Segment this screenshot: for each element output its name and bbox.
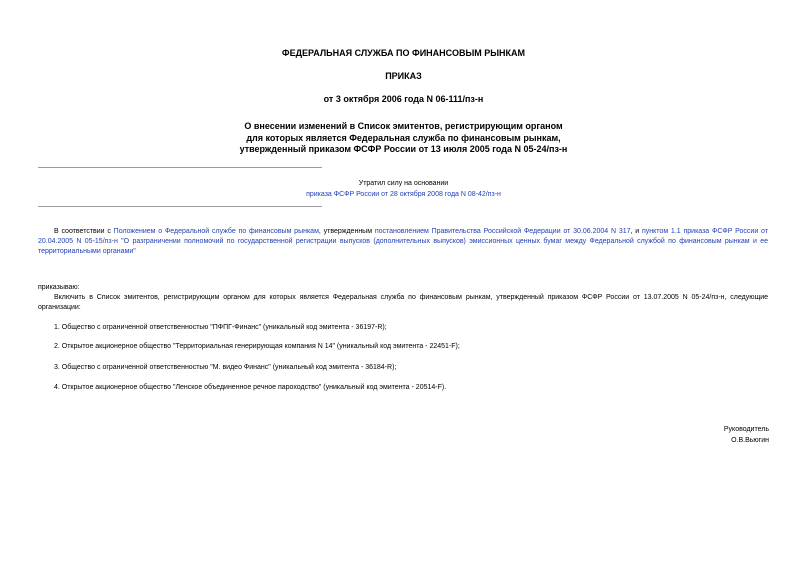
include-paragraph: Включить в Список эмитентов, регистрирующим органом для которых является Федеральная служба по финансовым рынкам, утвержденный приказом ФСФР России от 13.07.2005 N 05-24/пз-н, следующие организации: (38, 294, 768, 311)
fsfr-order-link[interactable]: пунктом 1.1 приказа ФСФР России от 20.04.2005 N 05-15/пз-н "О разграничении полномочий по государственной регистрации выпусков (дополнительных выпусков) эмиссионных ценных бумаг между Федеральной службой по финансовым рынкам и ее территориальными органами" (38, 228, 768, 255)
lost-force-line (0, 191, 807, 198)
lost-force-note: Утратил силу на основании (358, 180, 449, 187)
order-subject (0, 121, 807, 156)
government-decree-link[interactable]: постановлением Правительства Российской Федерации от 30.06.2004 N 317 (374, 228, 631, 235)
document-type: ПРИКАЗ (385, 71, 422, 81)
intro-text: , утвержденным (318, 228, 375, 235)
signatory-title: Руководитель (723, 426, 769, 433)
order-subject-line: утвержденный приказом ФСФР России от 13 июля 2005 года N 05-24/пз-н (239, 144, 568, 154)
regulation-link[interactable]: Положением о Федеральной службе по финансовым рынкам (113, 228, 319, 235)
order-subject-line: О внесении изменений в Список эмитентов, регистрирующим органом (244, 121, 563, 131)
order-subject-line: для которых является Федеральная служба по финансовым рынкам, (246, 132, 561, 143)
list-item: 3. Общество с ограниченной ответственностью "М. видео Финанс" (уникальный код эмитента - 36184-R); (54, 364, 397, 371)
list-item: 2. Открытое акционерное общество "Территориальная генерирующая компания N 14" (уникальный код эмитента - 22451-F); (54, 343, 460, 350)
divider-bottom (38, 206, 322, 207)
order-date-number: от 3 октября 2006 года N 06-111/пз-н (323, 94, 484, 104)
divider-top (38, 167, 322, 168)
intro-text: , и (630, 228, 642, 235)
intro-paragraph (38, 227, 768, 257)
intro-text: В соответствии с (54, 228, 114, 235)
decree-word: приказываю: (38, 284, 80, 291)
agency-title: ФЕДЕРАЛЬНАЯ СЛУЖБА ПО ФИНАНСОВЫМ РЫНКАМ (281, 48, 526, 58)
list-item: 1. Общество с ограниченной ответственностью "ПФПГ-Финанс" (уникальный код эмитента - 36197-R); (54, 324, 387, 331)
signatory-name: О.В.Вьюгин (731, 437, 769, 444)
list-item: 4. Открытое акционерное общество "Ленское объединенное речное пароходство" (уникальный код эмитента - 20514-F). (54, 384, 447, 391)
lost-force-link[interactable]: приказа ФСФР России от 28 октября 2008 года N 08-42/пз-н (306, 191, 501, 198)
